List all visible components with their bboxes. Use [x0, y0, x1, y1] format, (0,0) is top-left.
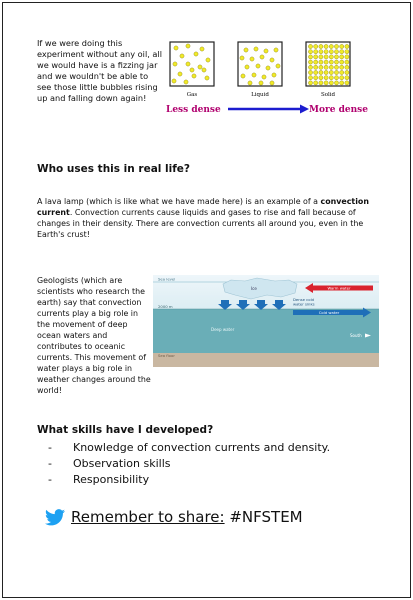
deep-water-label: Deep water — [211, 327, 235, 332]
liquid-particle — [248, 81, 252, 85]
solid-particle — [314, 81, 318, 85]
water-sinks-label: water sinks — [293, 301, 315, 307]
solid-particle — [340, 44, 344, 48]
liquid-particle — [241, 74, 245, 78]
solid-particle — [308, 81, 312, 85]
liquid-particle — [274, 48, 278, 52]
solid-particle — [314, 60, 318, 64]
solid-particle — [345, 50, 349, 54]
solid-particle — [324, 70, 328, 74]
liquid-particle — [270, 58, 274, 62]
gas-particle — [192, 74, 196, 78]
liquid-particle — [272, 73, 276, 77]
share-text — [71, 508, 303, 526]
solid-particle — [308, 60, 312, 64]
geologists-paragraph: Geologists (which are scientists who research the earth) say that convection currents play a big role in the movement of deep ocean waters and contributes to oceanic currents. This movement of water plays a big role in weather changes around the world! — [37, 276, 151, 395]
solid-particle — [334, 81, 338, 85]
share-label: Remember to share: — [71, 508, 225, 526]
sea-level-label: Sea level — [158, 276, 176, 282]
solid-particle — [314, 65, 318, 69]
liquid-particle — [256, 64, 260, 68]
solid-particle — [324, 50, 328, 54]
solid-particle — [345, 81, 349, 85]
solid-particle — [308, 65, 312, 69]
solid-particle — [334, 76, 338, 80]
solid-particle — [340, 60, 344, 64]
solid-box — [306, 42, 350, 86]
deep-water-band — [153, 309, 379, 353]
solid-particle — [319, 50, 323, 54]
gas-label: Gas — [186, 92, 198, 98]
solid-particle — [319, 65, 323, 69]
solid-particle — [340, 55, 344, 59]
solid-particle — [314, 50, 318, 54]
solid-particle — [319, 81, 323, 85]
solid-particle — [319, 55, 323, 59]
gas-particle — [205, 76, 209, 80]
solid-particle — [308, 76, 312, 80]
solid-particle — [329, 44, 333, 48]
share-line — [45, 508, 303, 526]
solid-particle — [345, 70, 349, 74]
gas-particle — [184, 80, 188, 84]
convection-term: convection current — [37, 197, 369, 217]
cold-water-label: Cold water — [318, 309, 340, 315]
solid-particle — [324, 81, 328, 85]
intro-text: If we were doing this experiment without any oil, all we would have is a fizzing jar and we wouldn't be able to see those little bubbles rising up and falling down again! — [37, 38, 162, 103]
solid-particle — [319, 44, 323, 48]
solid-particle — [334, 70, 338, 74]
gas-particle — [172, 79, 176, 83]
skills-list — [48, 440, 330, 488]
gas-particle — [178, 72, 182, 76]
liquid-particle — [276, 64, 280, 68]
gas-particle — [190, 68, 194, 72]
solid-particle — [324, 76, 328, 80]
gas-particle — [186, 62, 190, 66]
liquid-particle — [244, 48, 248, 52]
solid-particle — [345, 76, 349, 80]
list-item: - Observation skills — [48, 457, 171, 470]
solid-particle — [329, 55, 333, 59]
solid-particle — [329, 70, 333, 74]
hashtag: #NFSTEM — [229, 508, 303, 526]
solid-particle — [319, 70, 323, 74]
convection-paragraph: A lava lamp (which is like what we have made here) is an example of a convection current. Convection currents cause liquids and gases to rise and fall because of changes in their density. There are convection currents all around you, even in the Earth's crust! — [37, 197, 369, 239]
gas-particle — [194, 52, 198, 56]
liquid-particle — [259, 81, 263, 85]
solid-particle — [329, 65, 333, 69]
less-dense-label: Less dense — [166, 105, 221, 115]
solid-particle — [314, 44, 318, 48]
dense-cold-label: Dense cold — [293, 297, 315, 302]
real-life-heading: Who uses this in real life? — [37, 163, 191, 175]
solid-particle — [329, 50, 333, 54]
solid-label: Solid — [320, 92, 336, 98]
sea-floor-band — [153, 353, 379, 367]
skills-heading: What skills have I developed? — [37, 424, 214, 436]
gas-particle — [180, 54, 184, 58]
solid-particle — [329, 81, 333, 85]
liquid-particle — [266, 66, 270, 70]
solid-particle — [334, 50, 338, 54]
solid-particle — [319, 60, 323, 64]
gas-particle — [173, 62, 177, 66]
liquid-particle — [270, 81, 274, 85]
list-item: - Knowledge of convection currents and density. — [48, 441, 331, 454]
solid-particle — [334, 65, 338, 69]
gas-particle — [198, 65, 202, 69]
liquid-particle — [250, 57, 254, 61]
solid-particle — [345, 60, 349, 64]
liquid-particle — [264, 49, 268, 53]
liquid-particle — [240, 56, 244, 60]
solid-particle — [329, 60, 333, 64]
solid-particle — [340, 76, 344, 80]
solid-particle — [314, 70, 318, 74]
list-item: - Responsibility — [48, 473, 150, 486]
solid-particle — [314, 55, 318, 59]
solid-particle — [329, 76, 333, 80]
solid-particle — [324, 65, 328, 69]
solid-particle — [308, 70, 312, 74]
solid-particle — [334, 44, 338, 48]
solid-particle — [345, 55, 349, 59]
solid-particle — [340, 65, 344, 69]
liquid-particle — [252, 73, 256, 77]
solid-particle — [308, 55, 312, 59]
solid-particle — [334, 60, 338, 64]
warm-water-label: Warm water — [327, 285, 351, 291]
solid-particle — [314, 76, 318, 80]
gas-particle — [186, 44, 190, 48]
solid-particle — [345, 65, 349, 69]
solid-particle — [345, 44, 349, 48]
ocean-convection-diagram — [153, 275, 379, 367]
solid-particle — [340, 81, 344, 85]
sea-floor-label: Sea floor — [158, 353, 175, 358]
solid-particle — [334, 55, 338, 59]
density-arrowhead — [300, 105, 309, 114]
solid-particle — [324, 60, 328, 64]
solid-particle — [319, 76, 323, 80]
solid-particle — [324, 44, 328, 48]
south-label: South — [350, 333, 362, 338]
ice-label: Ice — [251, 286, 257, 291]
gas-particle — [206, 58, 210, 62]
gas-particle — [174, 46, 178, 50]
gas-particle — [200, 47, 204, 51]
liquid-particle — [245, 65, 249, 69]
solid-particle — [308, 44, 312, 48]
liquid-particle — [260, 55, 264, 59]
solid-particle — [324, 55, 328, 59]
liquid-particle — [262, 75, 266, 79]
solid-particle — [340, 50, 344, 54]
gas-particle — [202, 68, 206, 72]
solid-particle — [308, 50, 312, 54]
solid-particle — [340, 70, 344, 74]
more-dense-label: More dense — [309, 105, 368, 115]
liquid-particle — [254, 47, 258, 51]
depth-label: 2000 m — [158, 304, 173, 309]
states-of-matter-diagram — [166, 40, 381, 140]
twitter-bird-icon — [45, 509, 65, 526]
liquid-label: Liquid — [251, 92, 269, 98]
